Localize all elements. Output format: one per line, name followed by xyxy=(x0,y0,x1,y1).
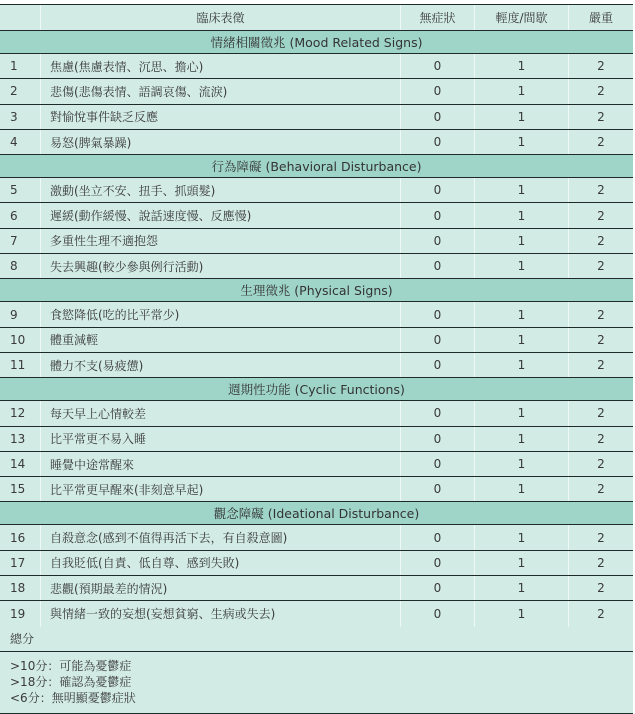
item-description: 睡覺中途常醒來 xyxy=(41,452,401,476)
section-header-row xyxy=(0,502,633,525)
item-number: 10 xyxy=(0,328,41,352)
score-severe: 2 xyxy=(597,59,605,74)
section-header-row xyxy=(0,378,633,401)
note-line: >10分：可能為憂鬱症 xyxy=(10,658,132,673)
item-number: 15 xyxy=(0,477,41,501)
item-number: 8 xyxy=(0,254,41,278)
item-number: 11 xyxy=(0,353,41,377)
score-mild: 1 xyxy=(475,401,569,425)
section-header-row xyxy=(0,155,633,178)
item-description: 易怒(脾氣暴躁) xyxy=(41,130,401,154)
score-none: 0 xyxy=(401,54,475,78)
score-mild: 1 xyxy=(475,427,569,451)
item-description: 悲傷(悲傷表情、語調哀傷、流淚) xyxy=(41,79,401,103)
item-description: 悲觀(預期最差的情況) xyxy=(41,576,401,600)
score-severe: 2 xyxy=(597,135,605,150)
score-mild: 1 xyxy=(475,601,569,626)
item-description: 與情緒一致的妄想(妄想貧窮、生病或失去) xyxy=(41,601,401,626)
score-none: 0 xyxy=(401,328,475,352)
score-none: 0 xyxy=(401,130,475,154)
table-row xyxy=(0,353,633,378)
score-mild: 1 xyxy=(475,79,569,103)
table-row xyxy=(0,105,633,130)
score-mild: 1 xyxy=(475,576,569,600)
item-description: 自殺意念(感到不值得再活下去，有自殺意圖) xyxy=(41,525,401,549)
header-mild: 輕度/間歇 xyxy=(475,5,569,30)
score-mild: 1 xyxy=(475,353,569,377)
note-line: >18分：確認為憂鬱症 xyxy=(10,674,132,689)
score-severe: 2 xyxy=(597,431,605,446)
header-severe: 嚴重 xyxy=(588,11,613,25)
score-mild: 1 xyxy=(475,254,569,278)
table-row xyxy=(0,79,633,104)
score-severe: 2 xyxy=(597,581,605,596)
item-description: 比平常更早醒來(非刻意早起) xyxy=(41,477,401,501)
score-none: 0 xyxy=(401,525,475,549)
total-label: 總分 xyxy=(10,632,35,647)
score-severe: 2 xyxy=(597,482,605,497)
item-number: 9 xyxy=(0,302,41,326)
section-title: 觀念障礙 (Ideational Disturbance) xyxy=(213,506,420,522)
item-number: 1 xyxy=(0,54,41,78)
score-mild: 1 xyxy=(475,130,569,154)
header-num-cell xyxy=(0,5,41,30)
section-title: 行為障礙 (Behavioral Disturbance) xyxy=(211,159,422,175)
table-row xyxy=(0,427,633,452)
item-description: 體力不支(易疲憊) xyxy=(41,353,401,377)
depression-scale-table xyxy=(0,4,633,714)
item-description: 遲緩(動作緩慢、說話速度慢、反應慢) xyxy=(41,203,401,227)
score-mild: 1 xyxy=(475,203,569,227)
score-mild: 1 xyxy=(475,178,569,202)
scoring-notes xyxy=(0,652,633,713)
table-row xyxy=(0,178,633,203)
score-severe: 2 xyxy=(597,332,605,347)
item-number: 19 xyxy=(0,601,41,626)
score-severe: 2 xyxy=(597,233,605,248)
item-number: 12 xyxy=(0,401,41,425)
table-row xyxy=(0,328,633,353)
item-description: 對愉悅事件缺乏反應 xyxy=(41,105,401,129)
score-severe: 2 xyxy=(597,457,605,471)
score-none: 0 xyxy=(401,178,475,202)
section-title: 生理徵兆 (Physical Signs) xyxy=(240,283,393,299)
table-header-row xyxy=(0,5,633,31)
section-header-row xyxy=(0,31,633,54)
score-severe: 2 xyxy=(597,530,605,545)
item-number: 6 xyxy=(0,203,41,227)
section-header-row xyxy=(0,279,633,302)
score-mild: 1 xyxy=(475,229,569,253)
score-none: 0 xyxy=(401,452,475,476)
table-row xyxy=(0,525,633,550)
score-mild: 1 xyxy=(475,477,569,501)
score-severe: 2 xyxy=(597,406,605,421)
table-row xyxy=(0,452,633,477)
table-row xyxy=(0,551,633,576)
item-number: 3 xyxy=(0,105,41,129)
score-severe: 2 xyxy=(597,358,605,373)
score-severe: 2 xyxy=(597,606,605,621)
item-number: 7 xyxy=(0,229,41,253)
item-description: 焦慮(焦慮表情、沉思、擔心) xyxy=(41,54,401,78)
score-none: 0 xyxy=(401,105,475,129)
score-none: 0 xyxy=(401,254,475,278)
score-none: 0 xyxy=(401,302,475,326)
item-description: 多重性生理不適抱怨 xyxy=(41,229,401,253)
score-none: 0 xyxy=(401,551,475,575)
item-number: 17 xyxy=(0,551,41,575)
item-number: 16 xyxy=(0,525,41,549)
table-row xyxy=(0,601,633,626)
section-title: 情緒相關徵兆 (Mood Related Signs) xyxy=(210,35,423,50)
item-number: 13 xyxy=(0,427,41,451)
score-mild: 1 xyxy=(475,302,569,326)
score-none: 0 xyxy=(401,79,475,103)
score-severe: 2 xyxy=(597,208,605,223)
note-line: <6分：無明顯憂鬱症狀 xyxy=(10,690,136,705)
item-description: 激動(坐立不安、扭手、抓頭髮) xyxy=(41,178,401,202)
score-severe: 2 xyxy=(597,259,605,274)
item-number: 5 xyxy=(0,178,41,202)
table-row xyxy=(0,254,633,279)
item-number: 18 xyxy=(0,576,41,600)
table-row xyxy=(0,130,633,155)
item-description: 食慾降低(吃的比平常少) xyxy=(41,302,401,326)
score-severe: 2 xyxy=(597,555,605,570)
section-title: 週期性功能 (Cyclic Functions) xyxy=(228,382,405,398)
item-number: 4 xyxy=(0,130,41,154)
score-mild: 1 xyxy=(475,105,569,129)
item-description: 失去興趣(較少參與例行活動) xyxy=(41,254,401,278)
score-severe: 2 xyxy=(597,183,605,198)
item-description: 每天早上心情較差 xyxy=(41,401,401,425)
score-severe: 2 xyxy=(597,84,605,99)
table-body xyxy=(0,31,633,627)
score-none: 0 xyxy=(401,601,475,626)
table-row xyxy=(0,302,633,327)
table-row xyxy=(0,477,633,502)
total-row xyxy=(0,627,633,652)
table-row xyxy=(0,54,633,79)
table-row xyxy=(0,401,633,426)
item-description: 體重減輕 xyxy=(41,328,401,352)
score-severe: 2 xyxy=(597,109,605,124)
score-none: 0 xyxy=(401,401,475,425)
score-severe: 2 xyxy=(597,307,605,322)
header-none: 無症狀 xyxy=(401,5,475,30)
score-mild: 1 xyxy=(475,54,569,78)
score-none: 0 xyxy=(401,229,475,253)
score-mild: 1 xyxy=(475,525,569,549)
score-none: 0 xyxy=(401,427,475,451)
score-none: 0 xyxy=(401,477,475,501)
item-number: 2 xyxy=(0,79,41,103)
score-none: 0 xyxy=(401,203,475,227)
item-description: 比平常更不易入睡 xyxy=(41,427,401,451)
table-row xyxy=(0,203,633,228)
score-none: 0 xyxy=(401,576,475,600)
header-title: 臨床表徵 xyxy=(41,5,401,30)
score-none: 0 xyxy=(401,353,475,377)
item-number: 14 xyxy=(0,452,41,476)
table-row xyxy=(0,576,633,601)
item-description: 自我貶低(自責、低自尊、感到失敗) xyxy=(41,551,401,575)
score-mild: 1 xyxy=(475,452,569,476)
table-row xyxy=(0,229,633,254)
score-mild: 1 xyxy=(475,551,569,575)
score-mild: 1 xyxy=(475,328,569,352)
